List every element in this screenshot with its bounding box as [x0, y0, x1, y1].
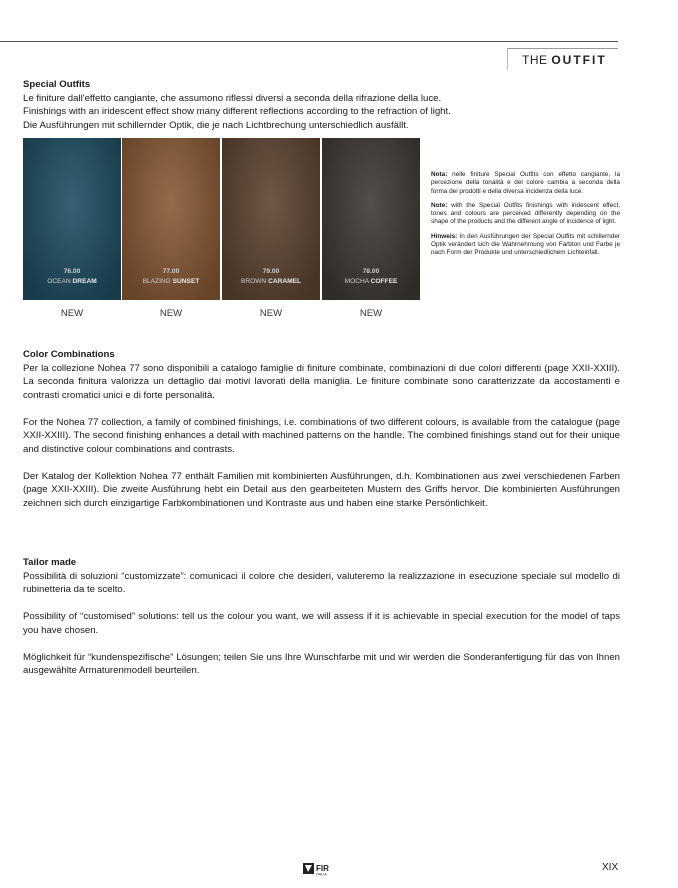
- swatch-brown-caramel: [222, 138, 320, 300]
- swatch-name: BLAZING SUNSET: [142, 278, 200, 285]
- section-prefix: THE: [522, 53, 552, 67]
- logo-text: FIR: [316, 864, 329, 873]
- tailor-made-de: Möglichkeit für “kundenspezifische” Lösungen; teilen Sie uns Ihre Wunschfarbe mit und wir werden die Sonderanfertigung für das von Ihnen ausgewählte Armaturenmodell beurteilen.: [23, 651, 620, 676]
- color-combinations-section: [23, 348, 620, 510]
- swatch-name: BROWN CARAMEL: [240, 278, 302, 285]
- swatch-code: 79.00: [262, 268, 280, 275]
- page-number: XIX: [602, 862, 619, 873]
- swatch-name: MOCHA COFFEE: [344, 278, 398, 285]
- color-combinations-title: Color Combinations: [23, 349, 115, 360]
- color-combinations-de: Der Katalog der Kollektion Nohea 77 enthält Familien mit kombinierten Ausführungen, d.h. Kombinationen aus zwei verschiedenen Farben (page XXII-XXIII). Die zweite Ausführung hebt ein Detail aus den gearbeiteten Mustern des Griffs hervor. Die kombinierten Ausführungen zeichnen sich durch einzigartige Farbkombinationen und Kontraste aus und haben eine starke Persönlichkeit.: [23, 470, 620, 509]
- finish-notes: [431, 171, 620, 264]
- new-badge: NEW: [359, 308, 383, 319]
- fir-italia-logo: [303, 862, 339, 876]
- swatch-mocha-coffee: [322, 138, 420, 300]
- special-outfits-title: Special Outfits: [23, 79, 91, 90]
- special-outfits-line-de: Die Ausführungen mit schillernder Optik, die je nach Lichtbrechung unterschiedlich ausfällt.: [23, 119, 409, 131]
- new-badge: NEW: [60, 308, 84, 319]
- tailor-made-it: Possibilità di soluzioni “customizzate”: comunicaci il colore che desideri, valuteremo la realizzazione in esecuzione speciale sul modello di rubinetteria da te scelto.: [23, 570, 620, 595]
- tailor-made-section: [23, 556, 620, 678]
- new-badge: NEW: [159, 308, 183, 319]
- swatch-code: 77.00: [162, 268, 180, 275]
- color-combinations-en: For the Nohea 77 collection, a family of combined finishings, i.e. combinations of two different colours, is available from the catalogue (page XXII-XXIII). The second finishing enhances a detail with machined patterns on the handle. The combined finishings stand out for their unique and distinctive colour combinations and contrasts.: [23, 416, 620, 455]
- swatch-code: 78.00: [362, 268, 380, 275]
- swatch-code: 76.00: [63, 268, 81, 275]
- special-outfits-line-it: Le finiture dall'effetto cangiante, che assumono riflessi diversi a seconda della rifrazione della luce.: [23, 92, 442, 104]
- color-combinations-it: Per la collezione Nohea 77 sono disponibili a catalogo famiglie di finiture combinate, combinazioni di due colori differenti (page XXII-XXIII). La seconda finitura valorizza un dettaglio dai motivi lavorati della maniglia. Le finiture combinate sono caratterizzate da accostamenti e contrasti cromatici unici e di forte personalità.: [23, 362, 620, 401]
- tailor-made-en: Possibility of “customised” solutions: tell us the colour you want, we will assess if it is achievable in special execution for the model of taps you have chosen.: [23, 611, 620, 636]
- section-tab: [507, 48, 618, 70]
- top-rule: [0, 41, 618, 42]
- new-badge: NEW: [259, 308, 283, 319]
- section-title: OUTFIT: [551, 53, 607, 67]
- special-outfits-line-en: Finishings with an iridescent effect show many different reflections according to the refraction of light.: [23, 106, 451, 117]
- note-it: Nota: nelle finiture Special Outfits con effetto cangiante, la percezione della tonalità e del colore cambia a seconda della forma dei prodotti e della diversa incidenza della luce.: [431, 171, 620, 195]
- note-en: Note: with the Special Outfits finishings with iridescent effect, tones and colours are perceived differently depending on the shape of the products and the different angle of incidence of light.: [431, 201, 620, 226]
- swatch-ocean-dream: [23, 138, 121, 300]
- swatch-blazing-sunset: [122, 138, 220, 300]
- logo-subtext: ITALIA: [316, 872, 327, 876]
- tailor-made-title: Tailor made: [23, 557, 77, 568]
- special-outfits-section: [23, 78, 451, 132]
- swatch-name: OCEAN DREAM: [47, 278, 97, 285]
- note-de: Hinweis: In den Ausführungen der Special Outfits mit schillernder Optik verändert sich die Wahrnehmung von Farbton und Farbe je nach Form der Produkte und unterschiedlichem Lichteinfall.: [431, 232, 620, 257]
